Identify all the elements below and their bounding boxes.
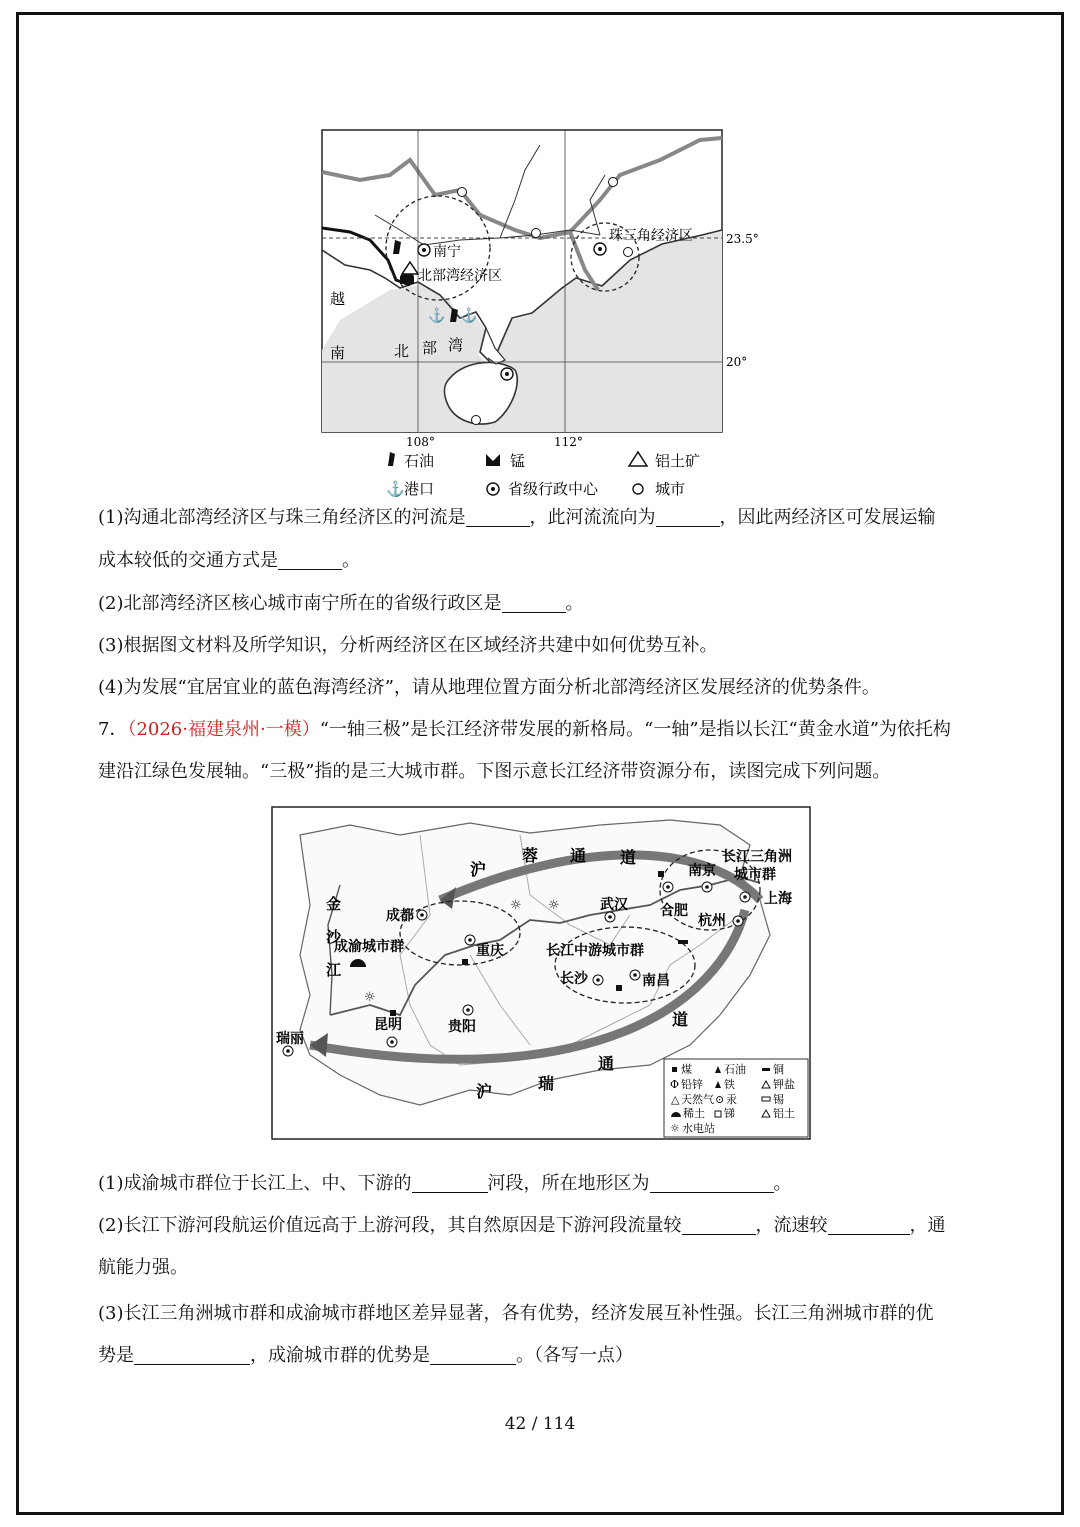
legend-copper: 铜	[773, 1063, 784, 1076]
svg-text:⊙: ⊙	[715, 1093, 725, 1106]
q7-part2-line2: 航能力强。	[98, 1257, 188, 1278]
city-icon	[593, 975, 603, 985]
legend-antimony: 锑	[724, 1107, 735, 1120]
label-hefei: 合肥	[660, 903, 688, 919]
copper-icon	[678, 940, 688, 944]
svg-text:△: △	[671, 1093, 680, 1106]
capital-icon	[501, 368, 513, 380]
label-lon-108: 108°	[406, 435, 435, 449]
q7-source: （2026·福建泉州·一模）	[127, 719, 320, 740]
label-sha: 沙	[326, 928, 342, 946]
city-icon	[283, 1046, 293, 1056]
legend-aluminum: 铝土	[773, 1107, 795, 1120]
label-ruili: 瑞丽	[276, 1031, 304, 1047]
q6-part3: (3)根据图文材料及所学知识，分析两经济区在区域经济共建中如何优势互补。	[98, 635, 718, 656]
label-nanjing: 南京	[688, 863, 716, 879]
legend-port: 港口	[404, 480, 435, 498]
label-chongqing: 重庆	[476, 943, 504, 959]
city-icon	[417, 910, 427, 920]
q7-part1: (1)成渝城市群位于长江上、中、下游的 河段，所在地形区为 。	[98, 1173, 792, 1194]
answer-blank[interactable]	[430, 1344, 516, 1365]
q7-part3-line2: 势是 ，成渝城市群的优势是 。（各写一点）	[98, 1345, 633, 1366]
city-icon	[387, 1037, 397, 1047]
city-icon	[532, 229, 541, 238]
legend-iron: 铁	[724, 1078, 735, 1091]
q7-intro-line1: 7．（2026·福建泉州·一模）“一轴三极”是长江经济带发展的新格局。“一轴”是指以长江“黄金水道”为依托构	[98, 719, 951, 740]
label-kunming: 昆明	[374, 1017, 402, 1033]
label-tong-2: 通	[598, 1054, 615, 1073]
legend-oil: 石油	[404, 452, 435, 470]
label-tong-1: 通	[570, 846, 587, 865]
answer-blank[interactable]	[134, 1344, 250, 1365]
legend-hydro: 水电站	[682, 1122, 715, 1135]
label-beibu-zone: 北部湾经济区	[418, 268, 502, 284]
legend-potash: 钾盐	[773, 1078, 795, 1091]
label-gulf-2: 部	[422, 339, 438, 357]
label-hu-1: 沪	[470, 860, 487, 879]
legend-bauxite-icon	[629, 452, 647, 466]
city-icon	[458, 188, 467, 197]
answer-blank[interactable]	[650, 1172, 774, 1193]
legend-manganese: 锰	[510, 452, 526, 470]
hydro-icon: ☼	[510, 898, 522, 913]
svg-text:☼: ☼	[670, 1122, 680, 1135]
city-icon	[733, 916, 743, 926]
q7-part2-line1: (2)长江下游河段航运价值远高于上游河段，其自然原因是下游河段流量较 ，流速较 ，通	[98, 1215, 946, 1236]
answer-blank[interactable]	[656, 506, 720, 527]
label-dao-2: 道	[672, 1010, 689, 1029]
capital-icon	[418, 244, 430, 256]
q6-part1-line1: (1)沟通北部湾经济区与珠三角经济区的河流是 ，此河流流向为 ，因此两经济区可发展运输	[98, 507, 936, 528]
legend-coal: 煤	[681, 1063, 692, 1076]
answer-blank[interactable]	[682, 1214, 756, 1235]
hydro-icon: ☼	[364, 990, 376, 1005]
answer-blank[interactable]	[828, 1214, 910, 1235]
q7-part3-line1: (3)长江三角洲城市群和成渝城市群地区差异显著，各有优势，经济发展互补性强。长江三角洲城市群的优	[98, 1303, 934, 1324]
city-icon	[472, 416, 481, 425]
legend-leadzinc: 铅锌	[681, 1078, 703, 1091]
label-lat-23-5: 23.5°	[726, 232, 759, 246]
label-jiang: 江	[326, 961, 342, 979]
legend-manganese-icon	[486, 454, 500, 466]
port-icon: ⚓	[460, 308, 478, 324]
city-icon	[624, 248, 633, 257]
page-number: 42 / 114	[504, 1414, 576, 1434]
label-lat-20: 20°	[726, 355, 748, 369]
answer-blank[interactable]	[502, 592, 566, 613]
label-jin: 金	[326, 895, 342, 913]
svg-text:Φ: Φ	[670, 1078, 680, 1091]
legend-city-icon	[633, 484, 643, 494]
map2-legend	[664, 1059, 808, 1137]
city-icon	[605, 912, 615, 922]
city-icon	[630, 970, 640, 980]
legend-oil: 石油	[724, 1063, 746, 1076]
legend-bauxite: 铝土矿	[655, 452, 701, 470]
city-icon	[463, 1005, 473, 1015]
label-yrd-1: 长江三角洲	[722, 849, 792, 865]
coal-icon	[658, 871, 664, 877]
capital-icon	[594, 243, 606, 255]
label-hangzhou: 杭州	[698, 913, 726, 929]
label-shanghai: 上海	[764, 891, 792, 907]
label-dao-1: 道	[620, 848, 637, 867]
city-icon	[740, 892, 750, 902]
coal-icon	[616, 985, 622, 991]
label-prd-zone: 珠三角经济区	[609, 228, 693, 244]
legend-port-icon: ⚓	[386, 480, 405, 498]
legend-tin: 锡	[773, 1093, 784, 1106]
label-changsha: 长沙	[560, 971, 588, 987]
q6-part1-line2: 成本较低的交通方式是 。	[98, 550, 360, 571]
label-wuhan: 武汉	[600, 897, 628, 913]
label-mid-group: 长江中游城市群	[546, 943, 644, 959]
label-lon-112: 112°	[554, 435, 583, 449]
label-rui: 瑞	[538, 1074, 555, 1093]
city-icon	[465, 935, 475, 945]
coal-icon	[390, 1010, 396, 1016]
city-icon	[609, 178, 618, 187]
label-yrd-2: 城市群	[734, 867, 776, 883]
label-chengyu: 成渝城市群	[334, 939, 404, 955]
q6-part2: (2)北部湾经济区核心城市南宁所在的省级行政区是 。	[98, 593, 584, 614]
legend-oil-icon	[388, 452, 395, 466]
city-icon	[702, 882, 712, 892]
label-vietnam-2: 南	[330, 344, 346, 362]
beibu-gulf-map	[300, 120, 780, 500]
city-icon	[663, 882, 673, 892]
label-guiyang: 贵阳	[448, 1019, 476, 1035]
port-icon: ⚓	[428, 308, 446, 324]
answer-blank[interactable]	[466, 506, 530, 527]
q7-intro-line2: 建沿江绿色发展轴。“三极”指的是三大城市群。下图示意长江经济带资源分布，读图完成下列问题。	[98, 761, 891, 782]
yangtze-belt-map	[270, 805, 814, 1141]
q6-part4: (4)为发展“宜居宜业的蓝色海湾经济”，请从地理位置方面分析北部湾经济区发展经济的优势条件。	[98, 677, 880, 698]
coal-icon	[462, 959, 468, 965]
label-nanchang: 南昌	[642, 973, 670, 989]
answer-blank[interactable]	[278, 549, 342, 570]
label-hu-2: 沪	[476, 1082, 493, 1101]
legend-city: 城市	[655, 480, 686, 498]
map1-legend	[386, 452, 700, 498]
label-rong: 蓉	[522, 846, 539, 865]
label-vietnam-1: 越	[330, 290, 346, 308]
answer-blank[interactable]	[412, 1172, 488, 1193]
legend-rare-earth: 稀土	[683, 1107, 705, 1120]
label-nanning: 南宁	[433, 244, 461, 260]
legend-gas: 天然气	[681, 1093, 714, 1106]
legend-capital: 省级行政中心	[508, 480, 599, 498]
label-gulf-3: 湾	[448, 336, 464, 354]
label-chengdu: 成都	[386, 908, 414, 924]
label-gulf-1: 北	[394, 342, 410, 360]
hydro-icon: ☼	[548, 898, 560, 913]
legend-mercury: 汞	[726, 1093, 737, 1106]
